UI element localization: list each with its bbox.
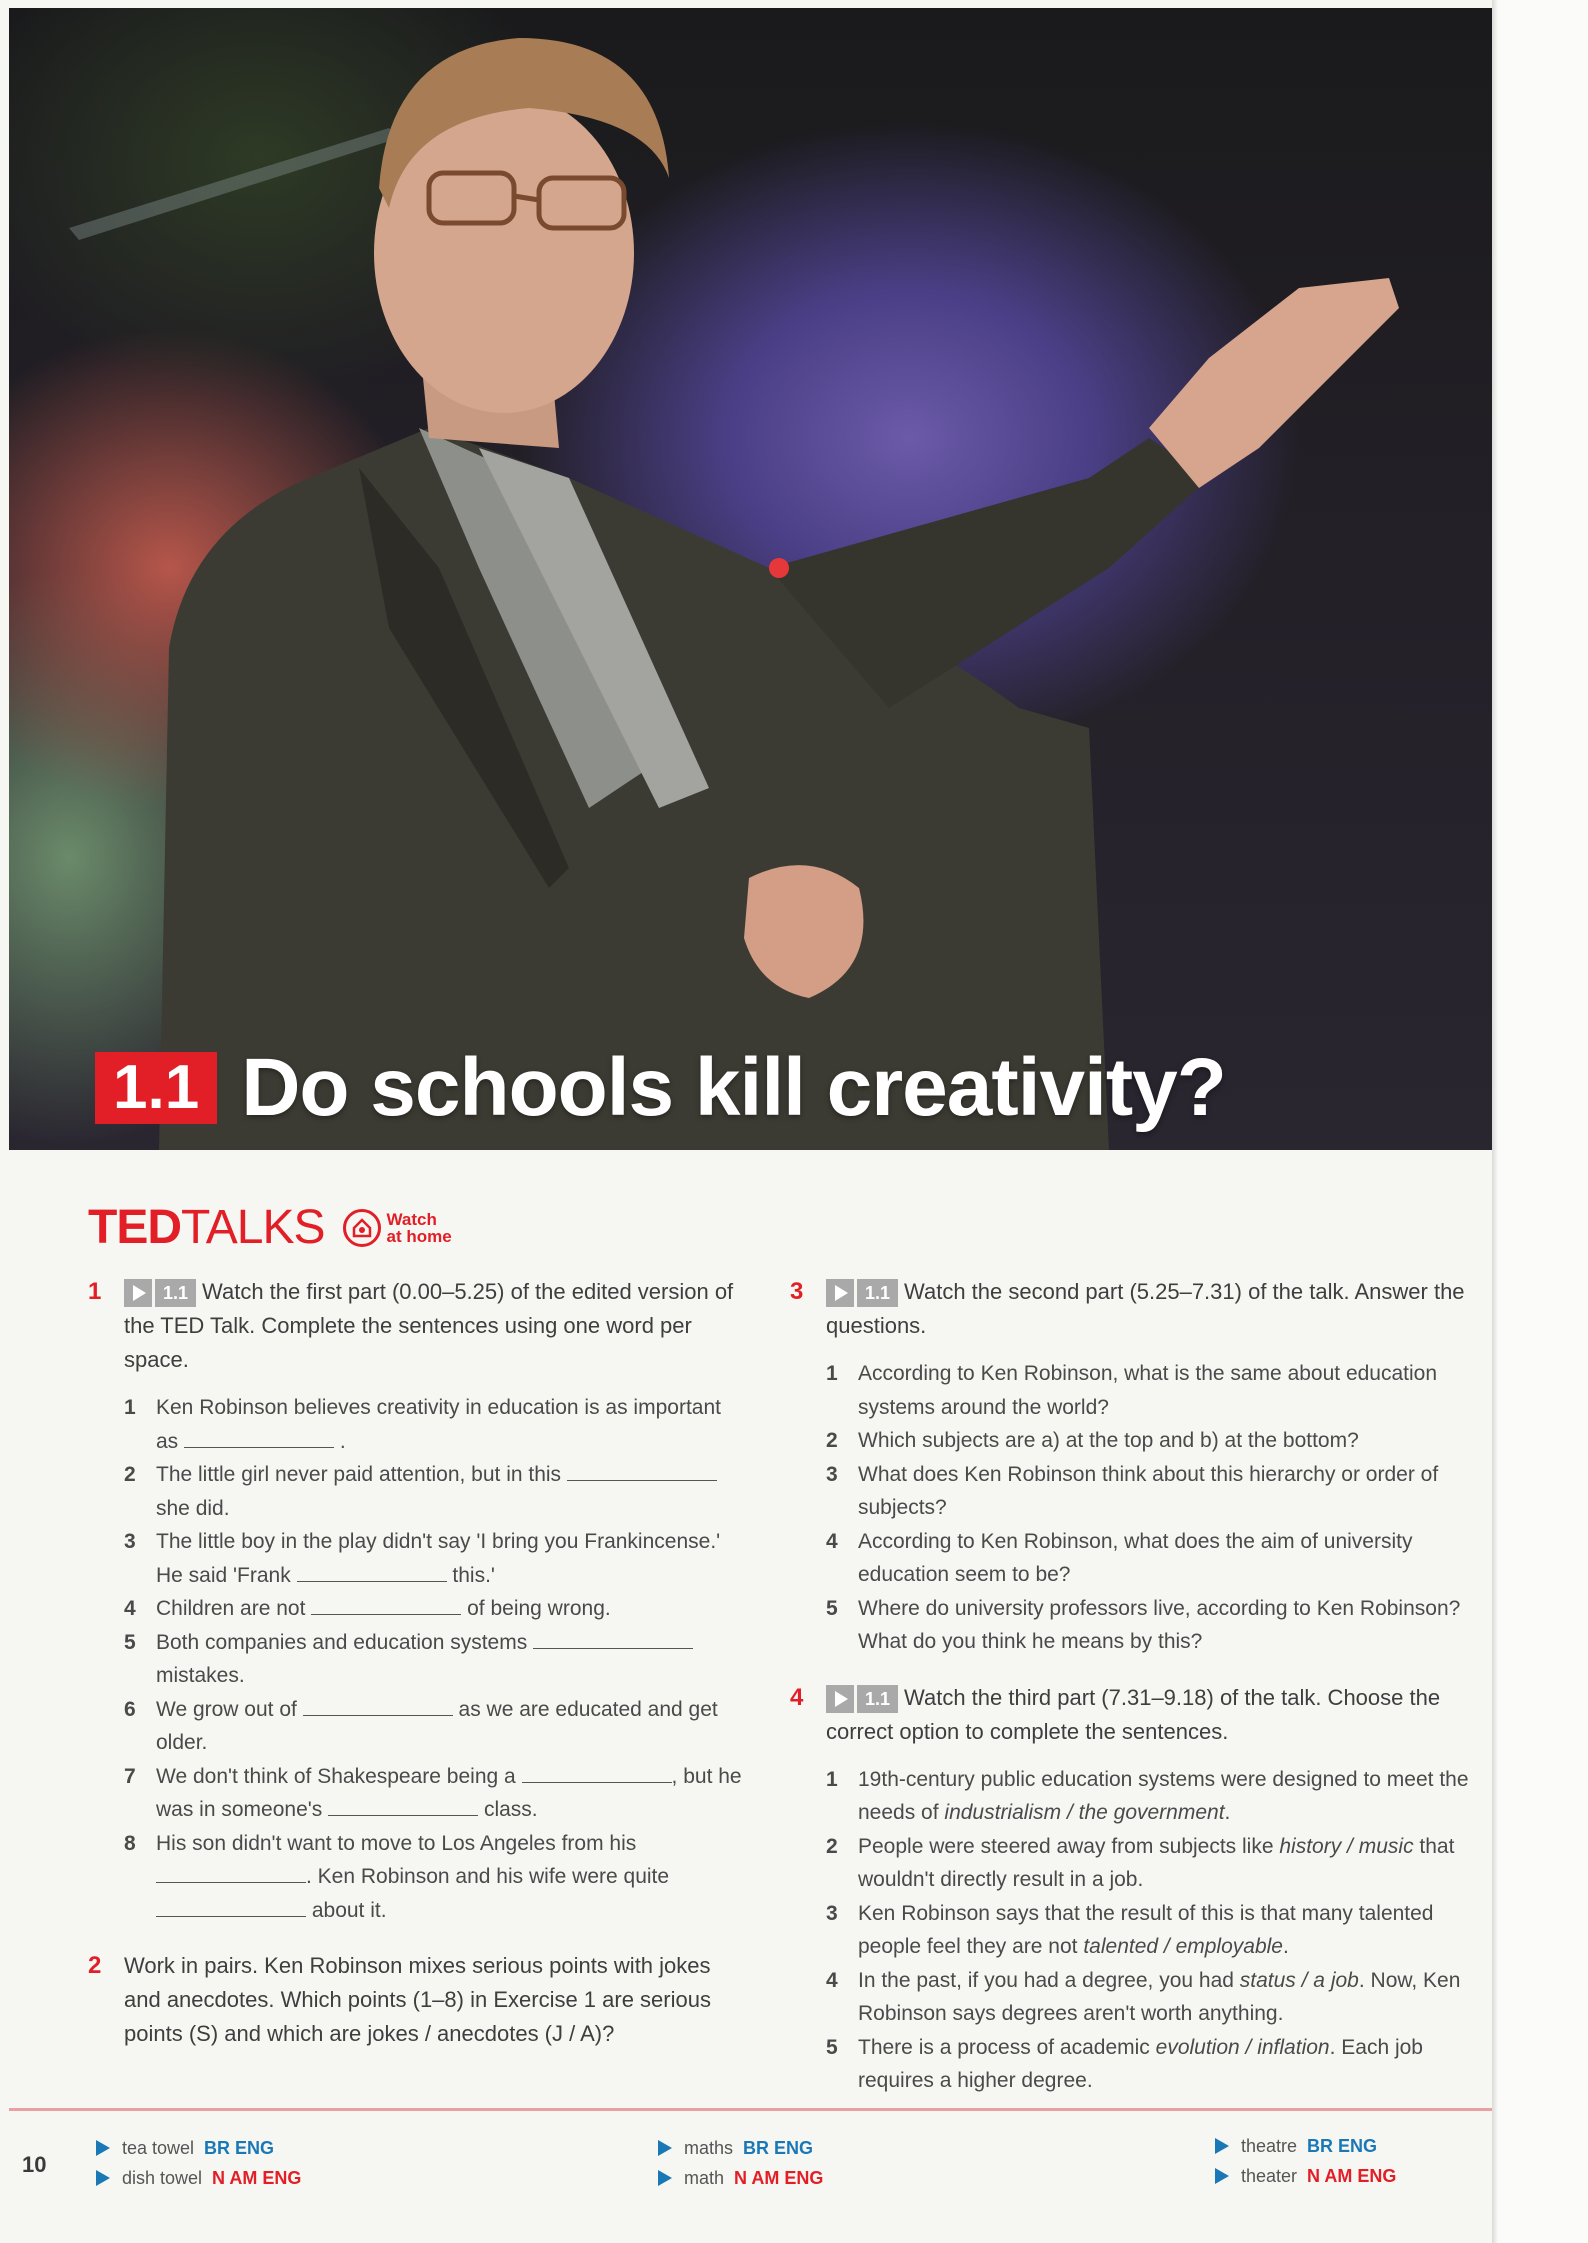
ted-talks-logo: TEDTALKS — [88, 1201, 325, 1254]
list-item: 4 In the past, if you had a degree, you had status / a job. Now, Ken Robinson says degrees aren't worth anything. — [826, 1968, 1461, 2025]
right-column — [790, 1275, 1470, 2098]
answer-blank[interactable] — [533, 1627, 693, 1649]
glossary-note: tea towel BR ENG dish towel N AM ENG — [96, 2133, 301, 2193]
option-choice[interactable]: status / a job — [1239, 1968, 1359, 1992]
unit-title: Do schools kill creativity? — [241, 1042, 1226, 1133]
list-item: 3 The little boy in the play didn't say 'I bring you Frankincense.' He said 'Frank this.' — [124, 1530, 721, 1587]
unit-number: 1.1 — [95, 1052, 217, 1124]
exercise-instruction: 1.1 Watch the first part (0.00–5.25) of the edited version of the TED Talk. Complete the sentences using one word per space. — [124, 1279, 734, 1372]
list-item: 5 Where do university professors live, according to Ken Robinson? What do you think he means by this? — [826, 1596, 1461, 1653]
answer-blank[interactable] — [328, 1794, 478, 1816]
list-item: 5 Both companies and education systems mistakes. — [124, 1626, 748, 1693]
exercise-number: 2 — [88, 1952, 102, 1979]
left-column — [88, 1275, 748, 2051]
list-item: 1 According to Ken Robinson, what is the same about education systems around the world? — [826, 1362, 1438, 1419]
option-choice[interactable]: industrialism / the government — [944, 1801, 1225, 1824]
arrow-right-icon — [1215, 2138, 1229, 2154]
option-choice[interactable]: talented / employable — [1083, 1935, 1283, 1958]
exercise-2 — [88, 1949, 748, 2051]
arrow-right-icon — [658, 2170, 672, 2186]
list-item: 3 What does Ken Robinson think about this hierarchy or order of subjects? — [826, 1462, 1439, 1519]
list-item: 8 His son didn't want to move to Los Angeles from his . Ken Robinson and his wife were quite about it. — [124, 1831, 670, 1922]
arrow-right-icon — [96, 2140, 110, 2156]
answer-blank[interactable] — [156, 1861, 306, 1883]
exercise-instruction: 1.1 Watch the second part (5.25–7.31) of the talk. Answer the questions. — [826, 1279, 1465, 1338]
video-badge[interactable]: 1.1 — [124, 1279, 196, 1307]
list-item: 5 There is a process of academic evolution / inflation. Each job requires a higher degree. — [826, 2035, 1423, 2092]
ted-talks-header — [88, 1200, 452, 1256]
answer-blank[interactable] — [522, 1761, 672, 1783]
answer-blank[interactable] — [303, 1694, 453, 1716]
exercise-instruction: 1.1 Watch the third part (7.31–9.18) of the talk. Choose the correct option to complete the sentences. — [826, 1684, 1441, 1744]
exercise-1 — [88, 1275, 748, 1927]
play-icon — [124, 1279, 152, 1307]
answer-blank[interactable] — [184, 1426, 334, 1448]
exercise-4 — [790, 1681, 1470, 2098]
watch-label: Watch — [386, 1210, 437, 1229]
exercise-3 — [790, 1275, 1470, 1659]
video-badge[interactable]: 1.1 — [826, 1685, 898, 1713]
exercise-number: 4 — [790, 1683, 804, 1711]
home-icon — [343, 1209, 381, 1247]
option-choice[interactable]: evolution / inflation — [1155, 2035, 1330, 2059]
unit-title-bar — [95, 1043, 1226, 1133]
play-icon — [826, 1685, 854, 1713]
list-item: 3 Ken Robinson says that the result of this is that many talented people feel they are not talented / employable. — [826, 1901, 1434, 1958]
list-item: 2 The little girl never paid attention, but in this she did. — [124, 1458, 748, 1525]
page-number: 10 — [22, 2152, 47, 2177]
exercise-number: 1 — [88, 1278, 102, 1305]
page-edge — [1492, 0, 1588, 2243]
glossary-note: theatre BR ENG theater N AM ENG — [1215, 2131, 1396, 2191]
answer-blank[interactable] — [567, 1459, 717, 1481]
list-item: 4 Children are not of being wrong. — [124, 1592, 748, 1626]
list-item: 1 19th-century public education systems were designed to meet the needs of industrialism / the government. — [826, 1767, 1469, 1824]
arrow-right-icon — [1215, 2168, 1229, 2184]
speaker-illustration — [9, 8, 1492, 1150]
list-item: 4 According to Ken Robinson, what does the aim of university education seem to be? — [826, 1529, 1413, 1586]
exercise-number: 3 — [790, 1278, 804, 1305]
video-badge[interactable]: 1.1 — [826, 1279, 898, 1307]
list-item: 7 We don't think of Shakespeare being a , but he was in someone's class. — [124, 1760, 748, 1827]
exercise-instruction: Work in pairs. Ken Robinson mixes serious points with jokes and anecdotes. Which points (1–8) in Exercise 1 are serious points (S) and which are jokes / anecdotes (J / A)? — [124, 1953, 711, 2046]
arrow-right-icon — [96, 2170, 110, 2186]
list-item: 2 Which subjects are a) at the top and b) at the bottom? — [826, 1429, 1359, 1452]
glossary-note: maths BR ENG math N AM ENG — [658, 2133, 823, 2193]
list-item: 6 We grow out of as we are educated and get older. — [124, 1693, 748, 1760]
footer-divider — [9, 2108, 1492, 2111]
option-list — [826, 1763, 1470, 2098]
watch-at-home — [343, 1209, 452, 1247]
hero-photo — [9, 8, 1492, 1150]
arrow-right-icon — [658, 2140, 672, 2156]
play-icon — [826, 1279, 854, 1307]
at-home-label: at home — [386, 1227, 452, 1246]
question-list — [826, 1357, 1470, 1659]
option-choice[interactable]: history / music — [1279, 1834, 1414, 1858]
answer-blank[interactable] — [156, 1895, 306, 1917]
list-item: 2 People were steered away from subjects like history / music that wouldn't directly result in a job. — [826, 1834, 1455, 1891]
list-item: 1 Ken Robinson believes creativity in education is as important as . — [124, 1396, 721, 1453]
sentence-list — [124, 1391, 748, 1927]
answer-blank[interactable] — [297, 1560, 447, 1582]
answer-blank[interactable] — [311, 1593, 461, 1615]
